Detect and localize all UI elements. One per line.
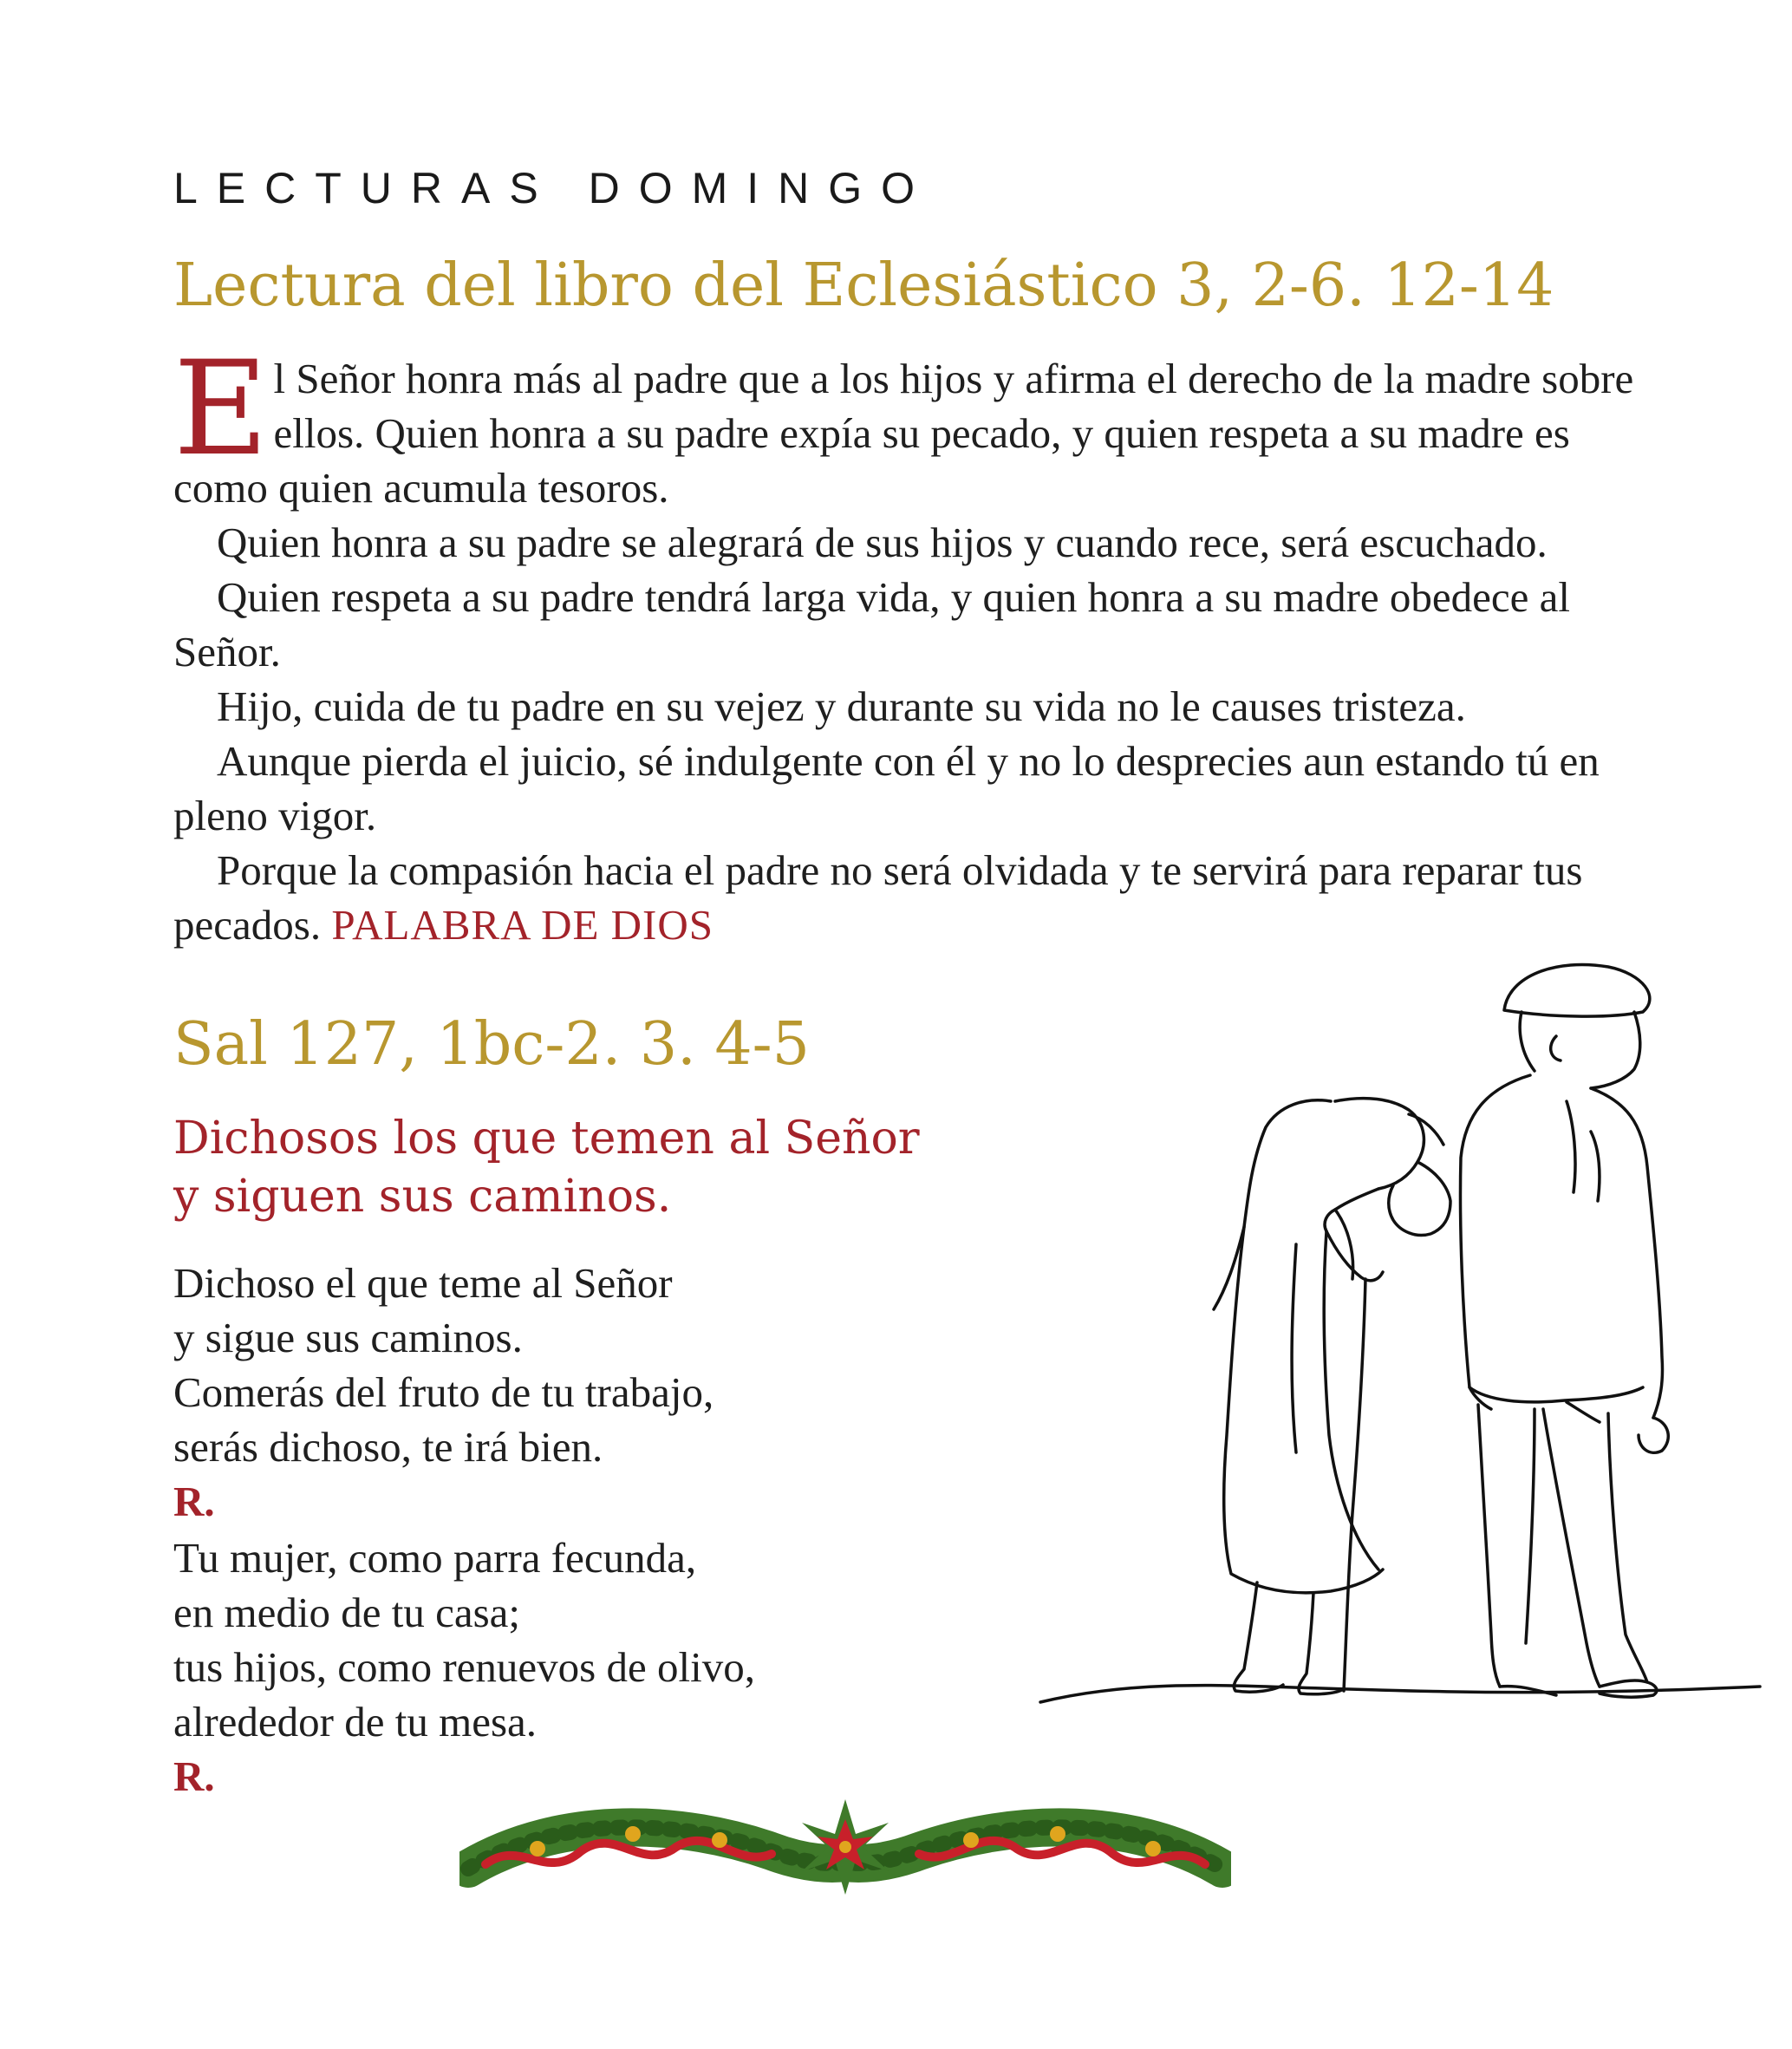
stanza-line: en medio de tu casa; xyxy=(173,1589,521,1636)
stanza-line: Comerás del fruto de tu trabajo, xyxy=(173,1368,714,1416)
stanza-line: y sigue sus caminos. xyxy=(173,1314,523,1361)
reading-last-paragraph: Porque la compasión hacia el padre no será olvidada y te servirá para reparar tus pecados. xyxy=(173,846,1583,949)
response-line: y siguen sus caminos. xyxy=(173,1171,672,1223)
stanza-line: tus hijos, como renuevos de olivo, xyxy=(173,1643,755,1691)
reading-paragraph xyxy=(173,843,1647,952)
section-label: LECTURAS DOMINGO xyxy=(173,164,935,212)
refrain-marker: R. xyxy=(173,1752,215,1800)
psalm-stanza xyxy=(173,1530,755,1804)
stanza-line xyxy=(173,1419,714,1529)
refrain-marker: R. xyxy=(173,1478,215,1525)
psalm-stanza xyxy=(173,1256,714,1529)
response-line: Dichosos los que temen al Señor xyxy=(173,1113,920,1165)
reading-paragraph: Quien honra a su padre se alegrará de sus hijos y cuando rece, será escuchado. xyxy=(217,519,1548,566)
stanza-line-text: alrededor de tu mesa. xyxy=(173,1698,538,1746)
psalm-title: Sal 127, 1bc-2. 3. 4-5 xyxy=(173,1010,810,1079)
stanza-line-text: serás dichoso, te irá bien. xyxy=(173,1423,603,1471)
reading-paragraph: Quien respeta a su padre tendrá larga vida, y quien honra a su madre obedece al Señor. xyxy=(173,573,1570,675)
psalm-response xyxy=(173,1110,920,1226)
closing-formula: PALABRA DE DIOS xyxy=(331,901,714,949)
reading-paragraph xyxy=(173,334,1647,515)
reading-body xyxy=(173,334,1647,952)
stanza-line: Dichoso el que teme al Señor xyxy=(173,1259,673,1307)
stanza-line: Tu mujer, como parra fecunda, xyxy=(173,1534,697,1582)
christmas-garland-decoration xyxy=(459,1786,1231,1916)
reading-paragraph: Hijo, cuida de tu padre en su vejez y durante su vida no le causes tristeza. xyxy=(217,682,1466,730)
elderly-couple-illustration xyxy=(1036,949,1764,1739)
reading-first-paragraph: l Señor honra más al padre que a los hijos y afirma el derecho de la madre sobre ellos. Quien honra a su padre expía su pecado, y quien respeta a su madre es como quien acumula tesoros. xyxy=(173,355,1634,512)
drop-cap: E xyxy=(173,334,269,485)
reading-title: Lectura del libro del Eclesiástico 3, 2-6. 12-14 xyxy=(173,251,1554,320)
reading-paragraph: Aunque pierda el juicio, sé indulgente con él y no lo desprecies aun estando tú en pleno vigor. xyxy=(173,737,1600,839)
